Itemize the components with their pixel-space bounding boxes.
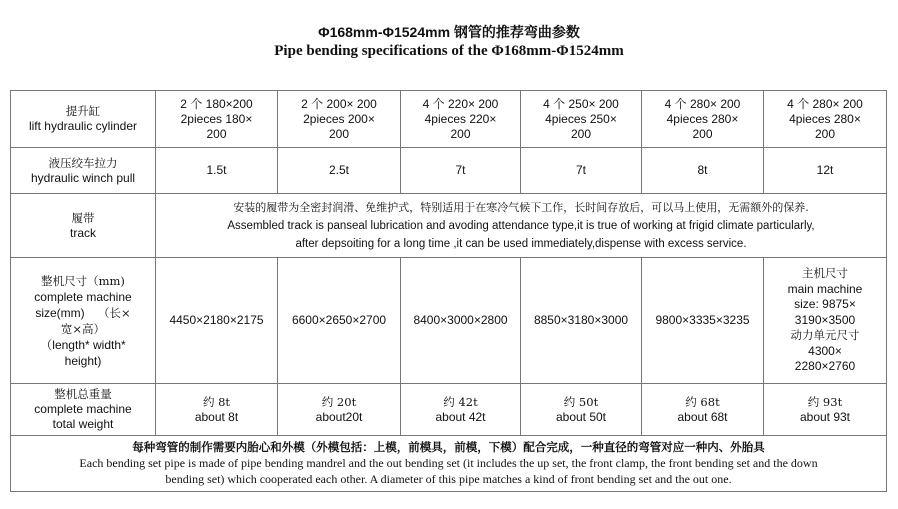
table-row-winch-pull [11,148,887,194]
value-en-cont: 200 [206,126,227,141]
page-title-cn: Φ168mm-Φ1524mm 钢管的推荐弯曲参数 [318,24,580,40]
cell-size-2: 6600×2650×2700 [278,258,401,384]
value-en: about 68t [677,409,728,424]
footer-note [11,436,887,492]
value-en: about 93t [799,409,851,424]
value-cn: 约 8t [202,394,231,409]
value-cn: 约 50t [563,394,599,409]
label-en: complete machine [34,402,132,416]
main-machine-label-en: main machine [787,281,863,296]
cell-winch-4: 7t [521,148,642,194]
value-en-cont: 200 [570,126,592,141]
cell-size-6 [764,258,887,384]
value-cn: 约 20t [321,394,357,409]
cell-weight-4 [521,384,642,436]
cell-lift-2 [278,91,401,148]
cell-lift-3 [401,91,521,148]
power-unit-label-cn: 动力单元尺寸 [790,328,860,343]
value-cn: 约 68t [685,394,720,409]
value-en: about 50t [555,409,607,424]
cell-weight-1 [156,384,278,436]
cell-size-3: 8400×3000×2800 [401,258,521,384]
value-en: 4pieces 280× [666,111,739,126]
track-text-en-line2: after depsoiting for a long time ,it can be used immediately,dispense with excess service. [295,237,747,250]
cell-size-1: 4450×2180×2175 [156,258,278,384]
value-en: about 42t [435,409,486,424]
label-cn: 整机尺寸（mm) [41,273,125,288]
track-text-cn: 安装的履带为全密封润滑、免维护式，特别适用于在寒冷气候下工作，长时间存放后，可以马上使用，无需额外的保养. [233,200,809,214]
table-row-machine-size [11,258,887,384]
value-en: 4pieces 250× [545,111,617,126]
cell-lift-4 [521,91,642,148]
label-en-unit: size(mm) [35,305,85,320]
spec-table [10,90,887,492]
label-cn: 整机总重量 [54,387,112,401]
value-en: 2pieces 200× [303,111,375,126]
value-cn: 4 个 250× 200 [543,96,619,111]
value-en: 4pieces 280× [789,111,861,126]
cell-size-4: 8850×3180×3000 [521,258,642,384]
page-title-en: Pipe bending specifications of the Φ168mm-Φ1524mm [274,43,624,59]
main-machine-size-cont: 3190×3500 [794,312,856,327]
value-en-cont: 200 [328,126,350,141]
cell-weight-2 [278,384,401,436]
main-machine-label-cn: 主机尺寸 [802,266,848,281]
cell-lift-5 [642,91,764,148]
cell-winch-5: 8t [642,148,764,194]
table-row-total-weight [11,384,887,436]
row-label-total-weight [11,384,156,436]
cell-weight-5 [642,384,764,436]
cell-winch-3: 7t [401,148,521,194]
value-en: about 8t [194,409,239,424]
value-cn: 2 个 180×200 [180,96,253,111]
label-en-dims: （length* width* [40,337,126,352]
table-row-footer-note [11,436,887,492]
label-cn: 液压绞车拉力 [48,155,118,170]
label-en-cont: total weight [52,417,114,431]
cell-weight-6 [764,384,887,436]
cell-track-description [156,194,887,258]
table-row-track [11,194,887,258]
power-unit-size-cont: 2280×2760 [794,359,856,374]
label-cn-dims: （长× [98,305,131,320]
value-cn: 约 93t [807,394,843,409]
row-label-machine-size [11,258,156,384]
value-en-cont: 200 [692,126,713,141]
value-en-cont: 200 [450,126,471,141]
value-cn: 约 42t [443,394,478,409]
label-en: track [69,225,96,240]
label-en: complete machine [34,289,132,304]
label-en: hydraulic winch pull [30,170,136,185]
value-en: 4pieces 220× [424,111,497,126]
cell-winch-6: 12t [764,148,887,194]
cell-winch-1: 1.5t [156,148,278,194]
value-cn: 4 个 280× 200 [787,96,863,111]
footer-note-cn: 每种弯管的制作需要内胎心和外模（外模包括：上模，前模具，前模，下模）配合完成，一种直径的弯管对应一种内、外胎具 [132,440,765,454]
cell-size-5: 9800×3335×3235 [642,258,764,384]
row-label-lift-cylinder [11,91,156,148]
cell-weight-3 [401,384,521,436]
footer-note-en-line2: bending set) which cooperated each other. A diameter of this pipe matches a kind of front bending set and the out one. [165,472,732,486]
cell-winch-2: 2.5t [278,148,401,194]
value-cn: 4 个 280× 200 [664,96,741,111]
value-en-cont: 200 [814,126,836,141]
label-cn: 履带 [71,210,95,225]
label-en-dims-cont: height) [64,353,102,368]
table-row-lift-cylinder [11,91,887,148]
power-unit-size: 4300× [808,343,842,358]
label-cn: 提升缸 [65,104,101,118]
label-en: lift hydraulic cylinder [28,119,138,133]
row-label-winch-pull [11,148,156,194]
value-en: about20t [315,409,363,424]
row-label-track [11,194,156,258]
main-machine-size: size: 9875× [794,297,856,312]
track-text-en-line1: Assembled track is panseal lubrication and avoding attendance type,it is true of working at frigid climate particularly, [227,219,815,232]
value-cn: 2 个 200× 200 [301,96,377,111]
cell-lift-6 [764,91,887,148]
value-cn: 4 个 220× 200 [422,96,499,111]
value-en: 2pieces 180× [180,111,253,126]
footer-note-en-line1: Each bending set pipe is made of pipe bending mandrel and the out bending set (it includes the up set, the front clamp, the front bending set and the down [79,456,818,470]
cell-lift-1 [156,91,278,148]
label-cn-dims-cont: 宽×高） [60,321,106,336]
